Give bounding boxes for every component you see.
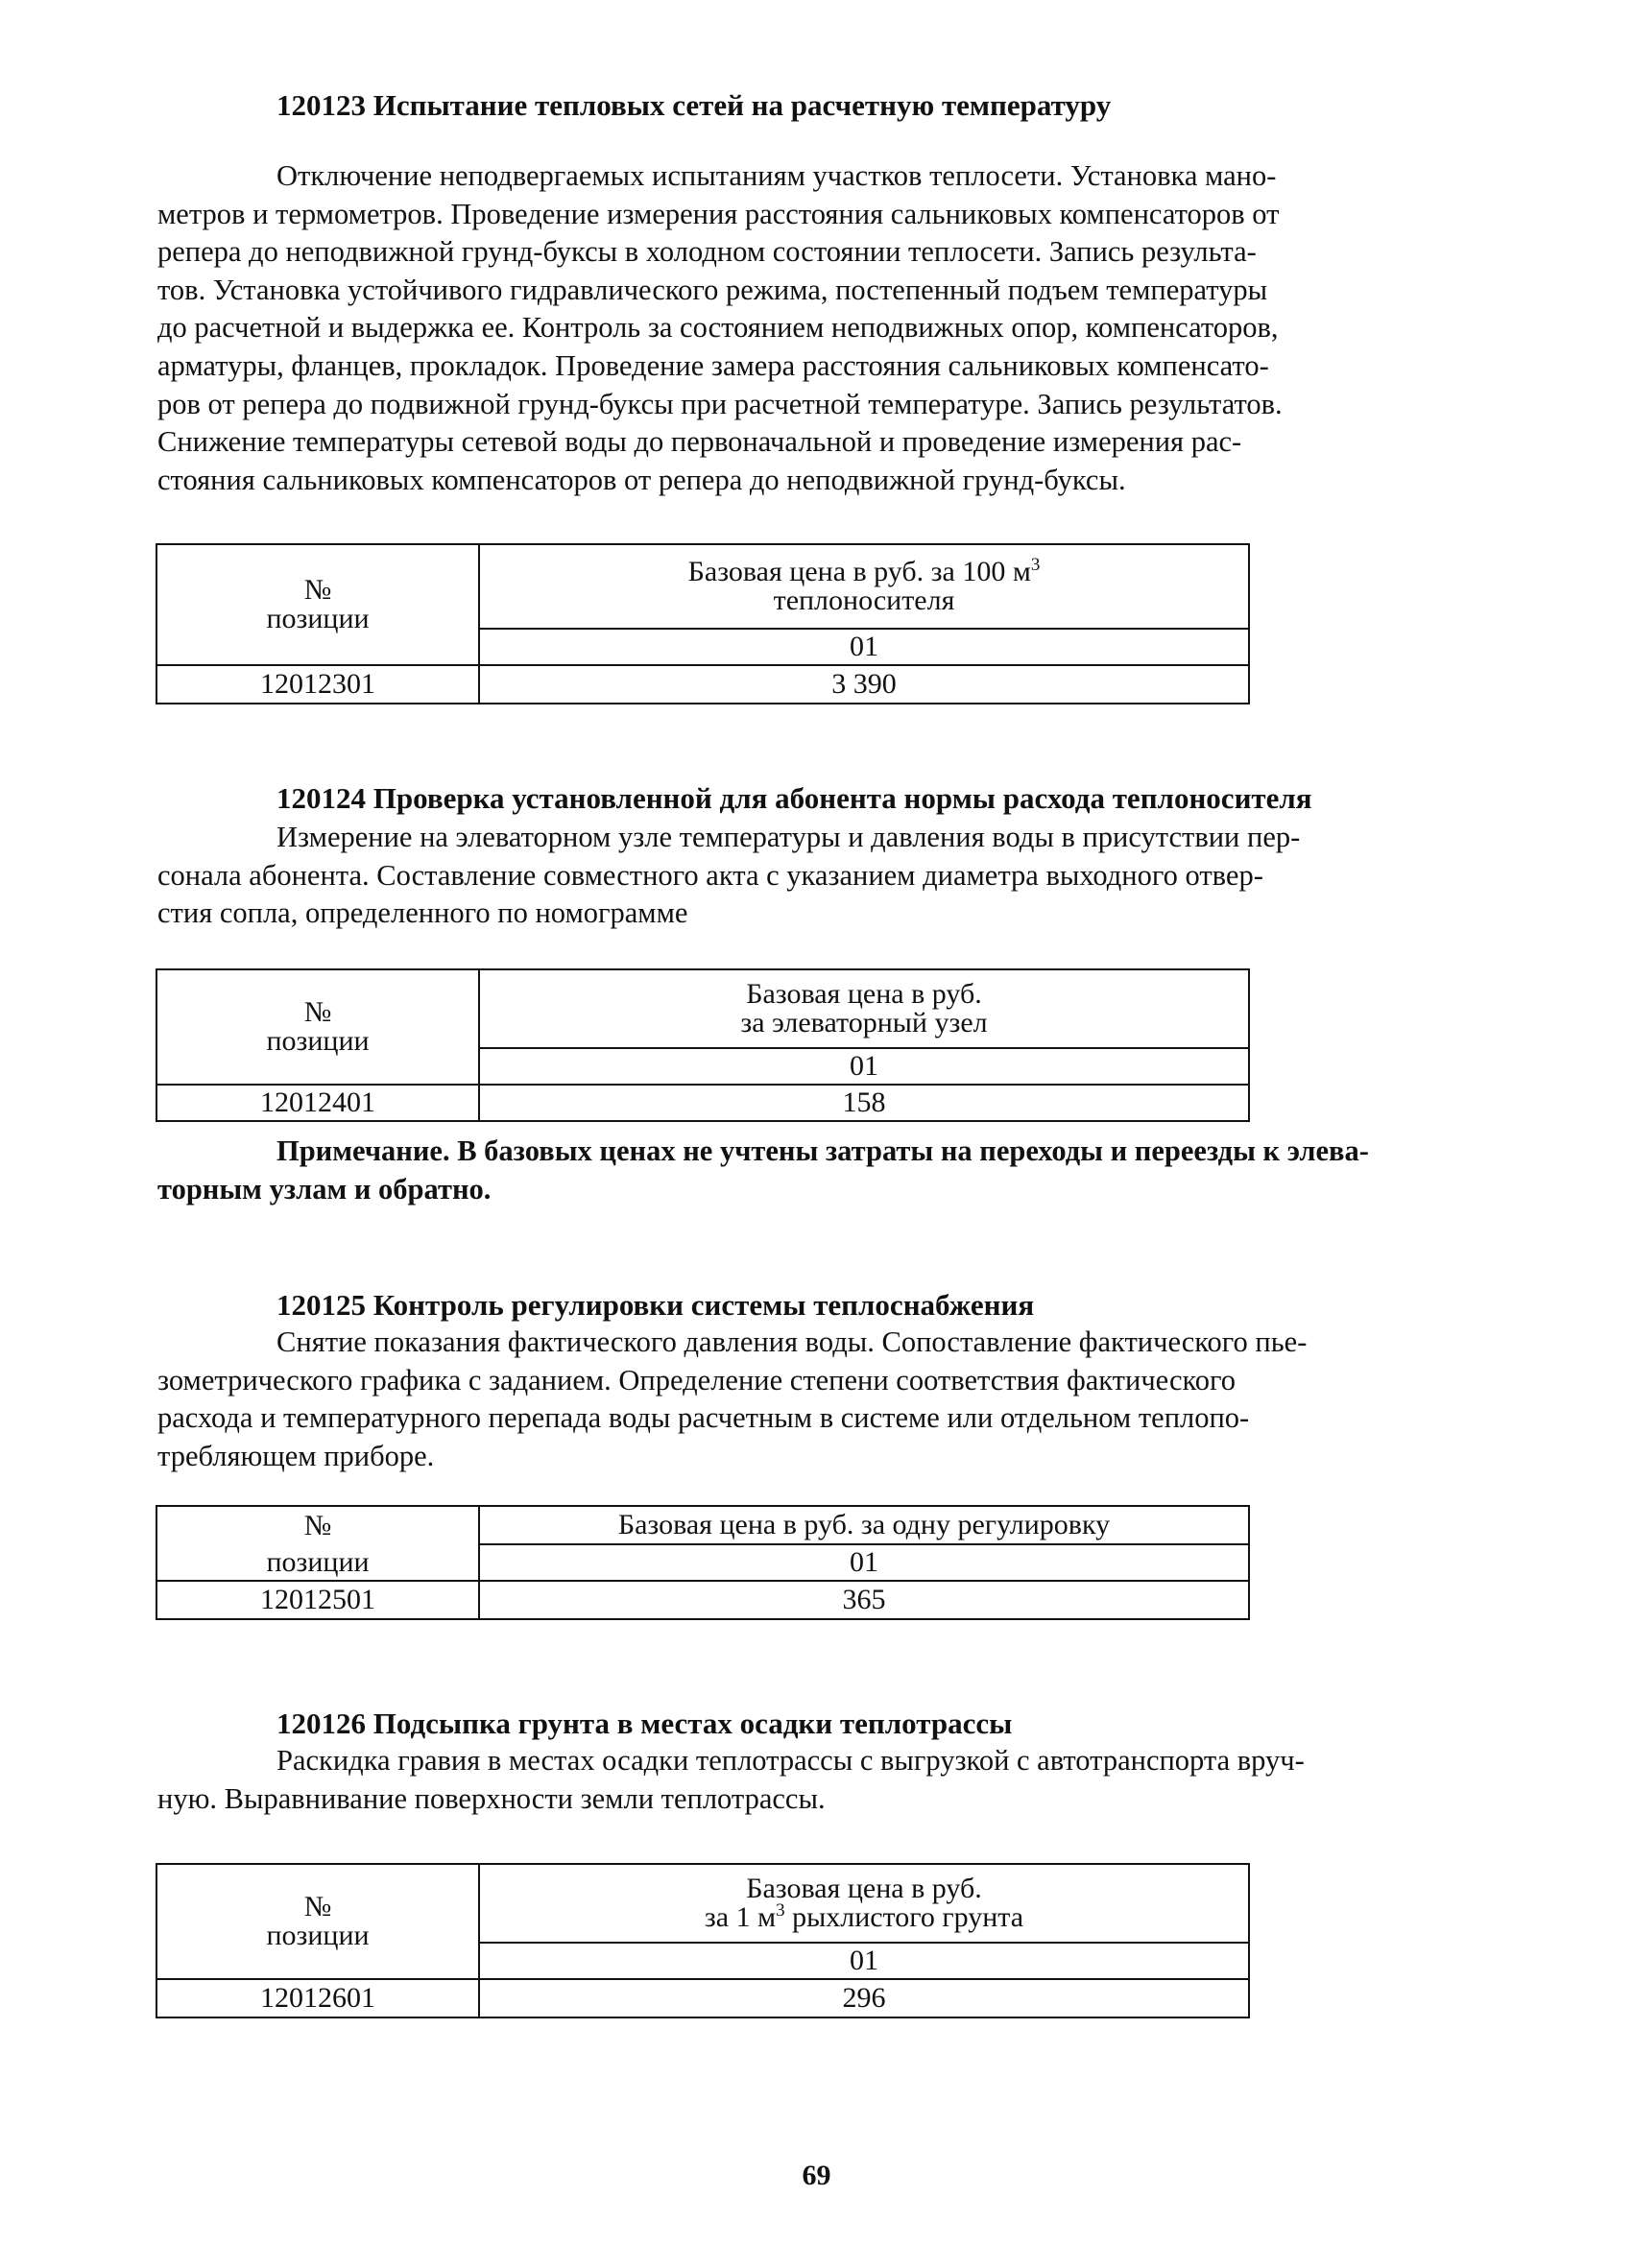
table-row (156, 665, 1249, 704)
number-sign: № (303, 1891, 332, 1922)
position-cell: 12012301 (156, 665, 479, 704)
table-row (156, 1581, 1249, 1619)
price-cell: 158 (479, 1085, 1249, 1121)
table-column-code: 01 (479, 1544, 1249, 1581)
position-label: позиции (156, 1544, 479, 1581)
section-text-120123: Отключение неподвергаемых испытаниям участков теплосети. Установка мано- метров и термометров. Проведение измерения расстояния сальниковых компенсаторов от репера до неподвижной грунд-буксы в холодном состоянии теплосети. Запись результа- тов. Установка устойчивого гидравлического режима, постепенный подъем температуры до расчетной и выдержка ее. Контроль за состоянием неподвижных опор, компенсаторов, арматуры, фланцев, прокладок. Проведение замера расстояния сальниковых компенсато- ров от репера до подвижной грунд-буксы при расчетной температуре. Запись результатов. Снижение температуры сетевой воды до первоначальной и проведение измерения рас- стояния сальниковых компенсаторов от репера до неподвижной грунд-буксы. (157, 159, 1283, 496)
section-text-120126: Раскидка гравия в местах осадки теплотрассы с выгрузкой с автотранспорта вруч- ную. Выравнивание поверхности земли теплотрассы. (157, 1744, 1305, 1815)
section-title-120123: 120123 Испытание тепловых сетей на расчетную температуру (276, 88, 1112, 122)
section-title-120126: 120126 Подсыпка грунта в местах осадки теплотрассы (276, 1707, 1013, 1740)
table-header-price: Базовая цена в руб. за элеваторный узел (479, 969, 1249, 1048)
table-header-price: Базовая цена в руб. за одну регулировку (479, 1506, 1249, 1544)
table-header-price: Базовая цена в руб. за 100 $м^3$ теплоносителя (479, 544, 1249, 629)
price-table-120126 (156, 1863, 1250, 2018)
price-cell: 296 (479, 1979, 1249, 2017)
position-label: позиции (266, 1025, 370, 1057)
number-sign: № (303, 1509, 332, 1541)
position-cell: 12012601 (156, 1979, 479, 2017)
table-row (156, 1085, 1249, 1121)
price-cell: 365 (479, 1581, 1249, 1619)
table-header-price: Базовая цена в руб. за 1 $м^3$ рыхлистого грунта (479, 1864, 1249, 1943)
section-text-120124: Измерение на элеваторном узле температуры и давления воды в присутствии пер- сонала абонента. Составление совместного акта с указанием диаметра выходного отвер- стия сопла, определенного по номограмме (157, 821, 1301, 930)
table-header-position (156, 969, 479, 1085)
position-label: позиции (266, 603, 370, 634)
table-header-position-top (156, 1506, 479, 1544)
position-label: позиции (266, 1920, 370, 1951)
table-row (156, 1979, 1249, 2017)
section-text-120125: Снятие показания фактического давления воды. Сопоставление фактического пье- зометрического графика с заданием. Определение степени соответствия фактического расхода и температурного перепада воды расчетным в системе или отдельном теплопо- требляющем приборе. (157, 1325, 1308, 1472)
table-column-code: 01 (479, 1943, 1249, 1979)
number-sign: № (303, 996, 332, 1028)
number-sign: № (303, 574, 332, 606)
table-column-code: 01 (479, 629, 1249, 665)
price-cell: 3 390 (479, 665, 1249, 704)
section-title-120125: 120125 Контроль регулировки системы теплоснабжения (276, 1288, 1035, 1322)
table-header-position (156, 544, 479, 665)
section-note-120124: Примечание. В базовых ценах не учтены затраты на переходы и переезды к элева- торным узлам и обратно. (157, 1134, 1369, 1206)
page-number: 69 (802, 2160, 831, 2191)
position-cell: 12012401 (156, 1085, 479, 1121)
position-cell: 12012501 (156, 1581, 479, 1619)
section-title-120124: 120124 Проверка установленной для абонента нормы расхода теплоносителя (276, 781, 1312, 815)
table-header-position (156, 1864, 479, 1979)
price-table-120125 (156, 1505, 1250, 1620)
price-table-120123 (156, 543, 1250, 704)
table-column-code: 01 (479, 1048, 1249, 1085)
price-table-120124 (156, 968, 1250, 1122)
